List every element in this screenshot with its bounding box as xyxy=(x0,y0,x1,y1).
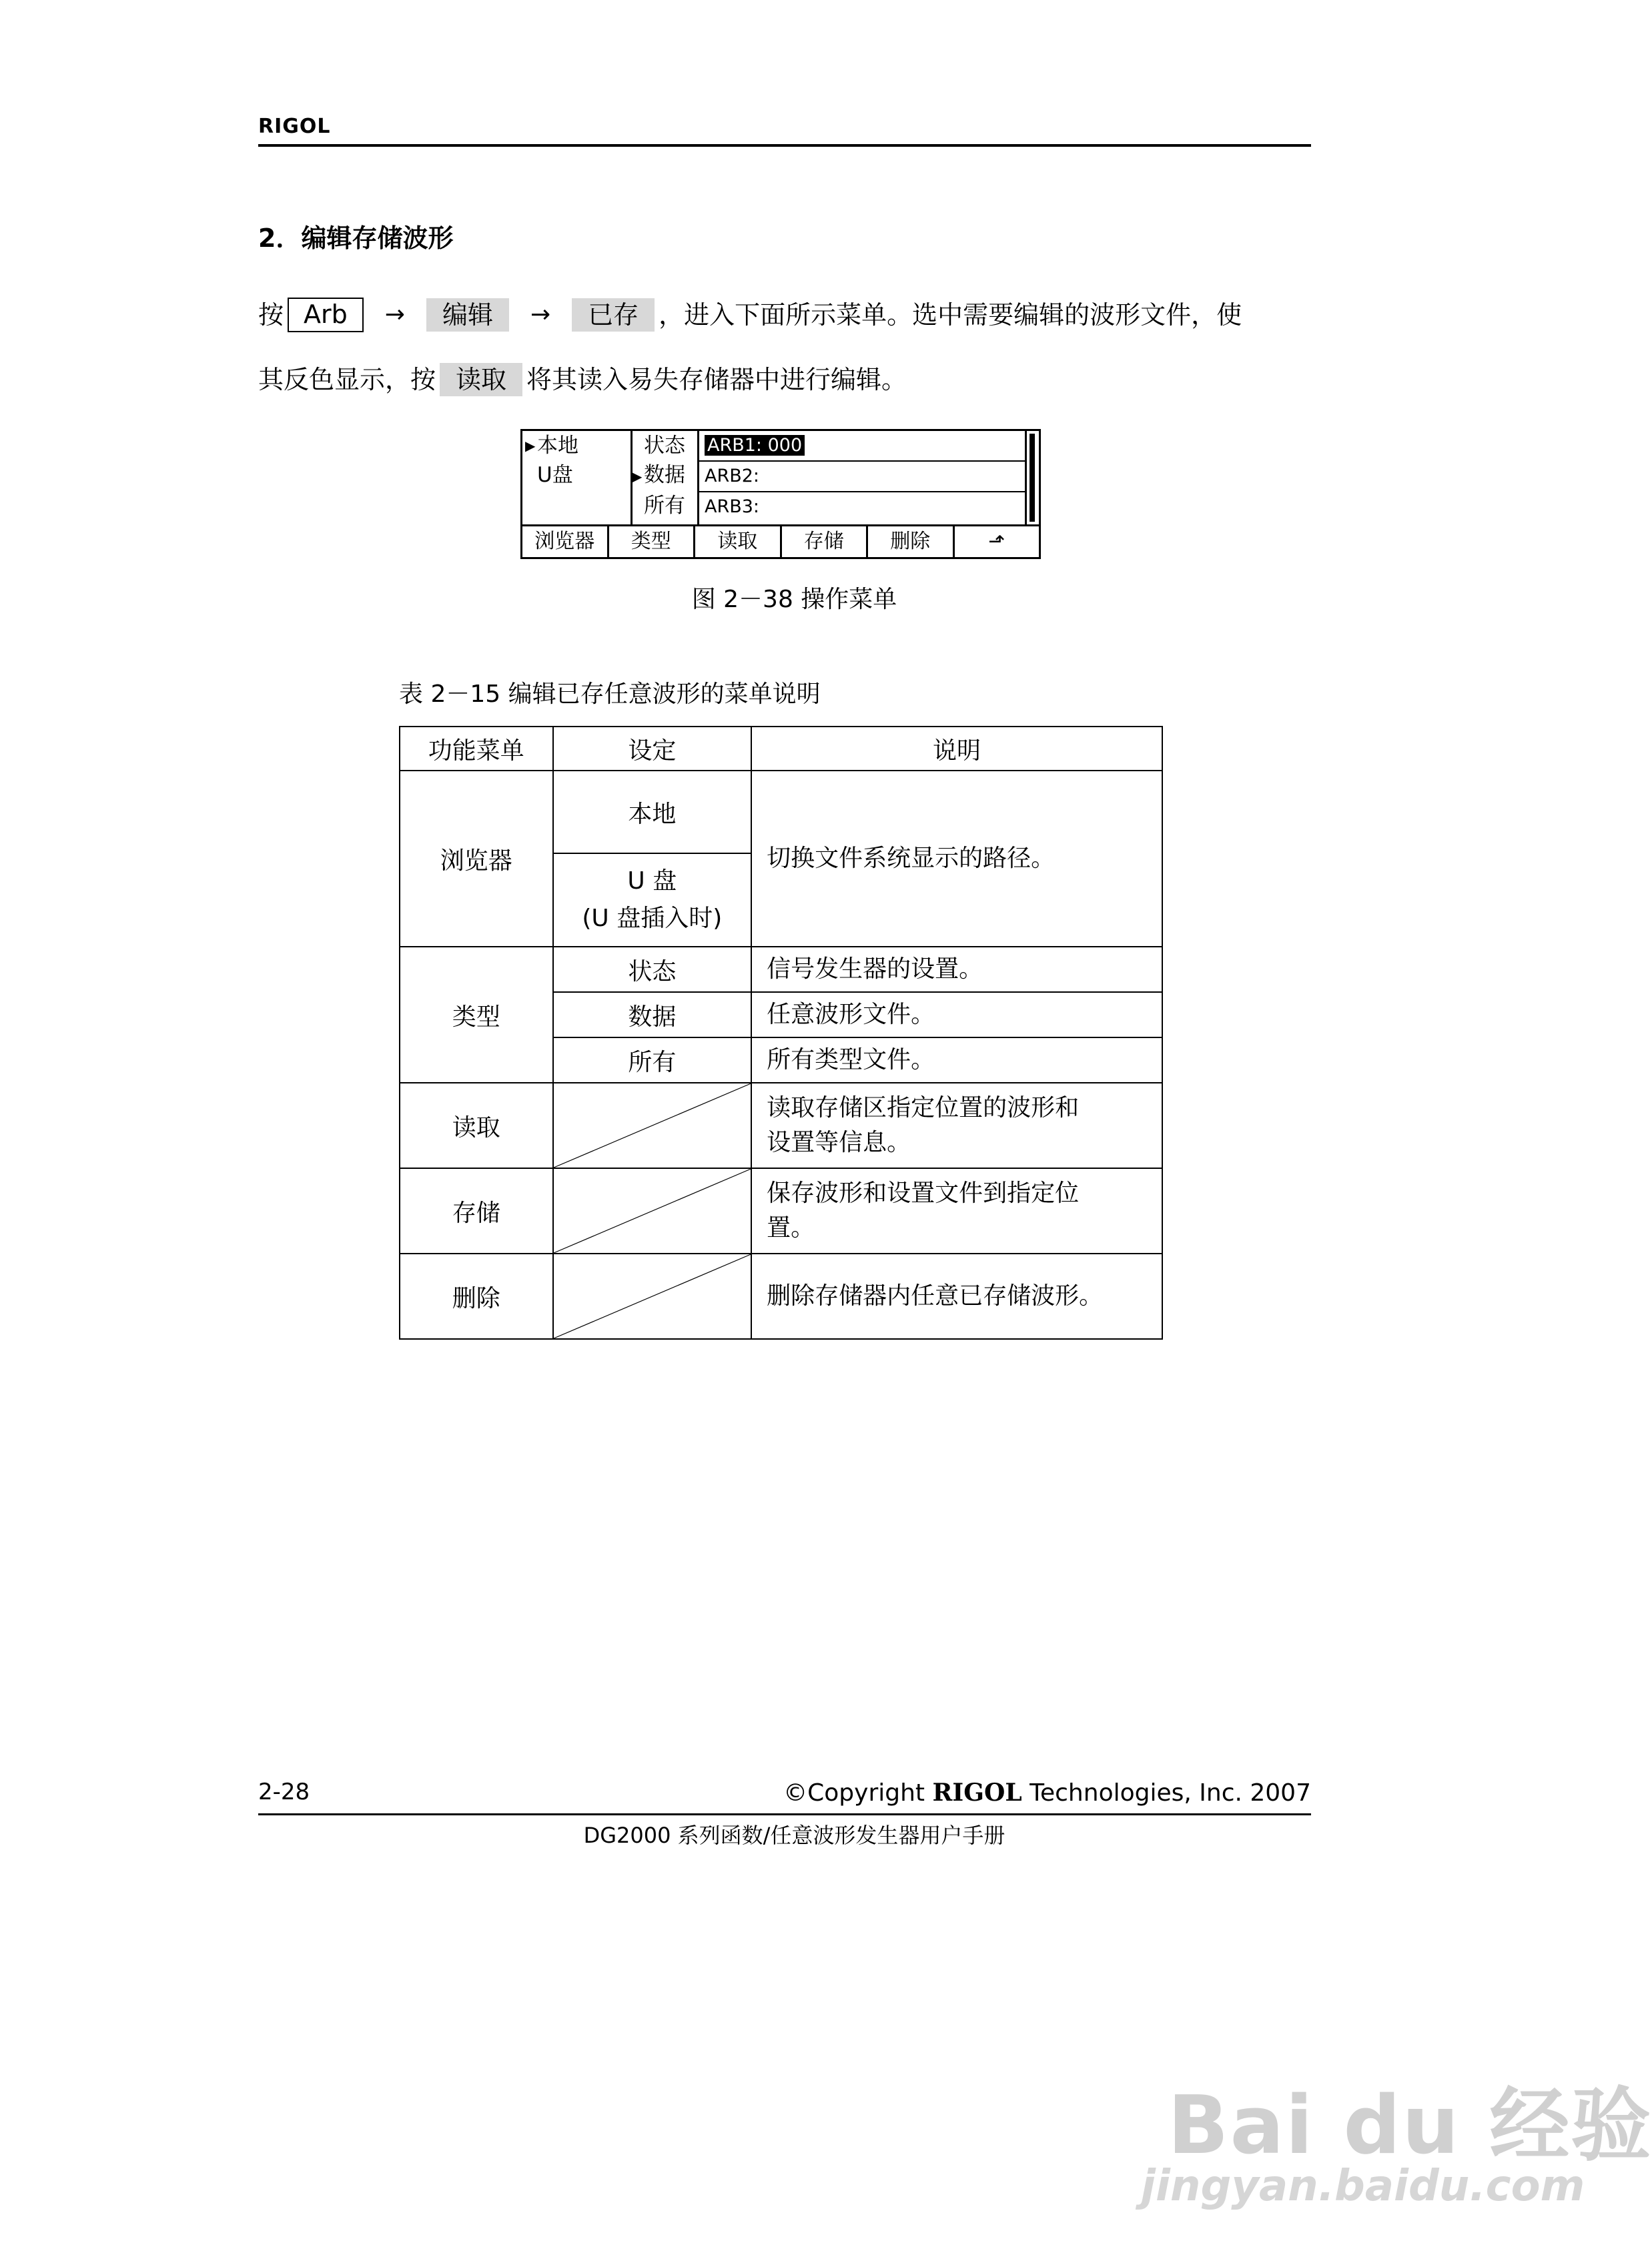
table-row xyxy=(400,1083,1162,1168)
return-arrow-icon[interactable]: ⬏ xyxy=(988,530,1005,553)
copyright-suffix: Technologies, Inc. 2007 xyxy=(1021,1779,1311,1807)
header-brand: RIGOL xyxy=(258,115,331,138)
paragraph-line2-prefix: 其反色显示，按 xyxy=(258,365,436,394)
type-column xyxy=(631,431,699,524)
setting-none xyxy=(553,1083,751,1168)
file-row-selected[interactable] xyxy=(699,431,1026,462)
setting-usb-label: U 盘 xyxy=(627,867,677,895)
location-column xyxy=(522,431,633,524)
diagonal-slash xyxy=(554,1169,751,1253)
watermark-url: jingyan.baidu.com xyxy=(1141,2162,1585,2211)
page-number: 2-28 xyxy=(258,1779,310,1805)
setting-data: 数据 xyxy=(553,992,751,1037)
desc-store-line-1: 保存波形和设置文件到指定位 xyxy=(767,1180,1080,1207)
paragraph-line-2 xyxy=(258,363,907,396)
setting-usb xyxy=(553,853,751,947)
desc-delete: 删除存储器内任意已存储波形。 xyxy=(751,1254,1162,1339)
baidu-watermark xyxy=(1128,2062,1652,2222)
setting-state: 状态 xyxy=(553,947,751,992)
menu-type[interactable]: 类型 xyxy=(609,526,696,559)
copyright-prefix: ©Copyright xyxy=(783,1779,933,1807)
stored-softkey[interactable]: 已存 xyxy=(572,298,655,332)
header-setting: 设定 xyxy=(553,727,751,771)
file-row[interactable] xyxy=(699,492,1026,523)
table-row xyxy=(400,947,1162,992)
file-list xyxy=(699,431,1026,524)
setting-none xyxy=(553,1168,751,1254)
setting-local: 本地 xyxy=(553,771,751,853)
header-function: 功能菜单 xyxy=(400,727,553,771)
edit-softkey[interactable]: 编辑 xyxy=(426,298,509,332)
desc-browser: 切换文件系统显示的路径。 xyxy=(751,771,1162,947)
desc-store-line-2: 置。 xyxy=(767,1214,815,1242)
func-store: 存储 xyxy=(400,1168,553,1254)
location-local[interactable]: 本地 xyxy=(537,434,578,458)
read-softkey[interactable]: 读取 xyxy=(440,363,522,396)
scroll-thumb[interactable] xyxy=(1029,434,1035,522)
footer-rule xyxy=(258,1813,1311,1815)
func-browser: 浏览器 xyxy=(400,771,553,947)
section-heading: 2．编辑存储波形 xyxy=(258,223,454,253)
desc-read xyxy=(751,1083,1162,1168)
menu-spec-table xyxy=(399,726,1163,1340)
pointer-icon: ▶ xyxy=(525,438,536,454)
func-read: 读取 xyxy=(400,1083,553,1168)
paragraph-prefix: 按 xyxy=(258,300,284,330)
desc-read-line-1: 读取存储区指定位置的波形和 xyxy=(767,1094,1080,1121)
location-usb[interactable]: U盘 xyxy=(537,463,573,487)
setting-usb-note: (U 盘插入时) xyxy=(582,905,723,932)
scrollbar[interactable] xyxy=(1025,431,1039,524)
figure-caption: 图 2－38 操作菜单 xyxy=(691,586,897,613)
arb-key[interactable]: Arb xyxy=(288,298,364,332)
setting-all: 所有 xyxy=(553,1037,751,1083)
type-state[interactable]: 状态 xyxy=(644,434,685,458)
desc-all: 所有类型文件。 xyxy=(751,1037,1162,1083)
type-data[interactable]: 数据 xyxy=(644,463,685,487)
manual-title: DG2000 系列函数/任意波形发生器用户手册 xyxy=(583,1823,1005,1848)
menu-browser[interactable]: 浏览器 xyxy=(522,526,609,559)
file-name: ARB3: xyxy=(705,496,760,517)
type-all[interactable]: 所有 xyxy=(644,494,685,518)
copyright-brand: RIGOL xyxy=(932,1779,1022,1807)
diagonal-slash xyxy=(554,1083,751,1168)
menu-delete[interactable]: 删除 xyxy=(868,526,955,559)
copyright-notice xyxy=(783,1779,1311,1807)
desc-store xyxy=(751,1168,1162,1254)
watermark-logo: Bai du 经验 xyxy=(1168,2080,1652,2172)
func-delete: 删除 xyxy=(400,1254,553,1339)
paragraph-line2-suffix: 将其读入易失存储器中进行编辑。 xyxy=(526,365,907,394)
header-rule xyxy=(258,144,1311,147)
desc-data: 任意波形文件。 xyxy=(751,992,1162,1037)
table-row xyxy=(400,771,1162,853)
setting-none xyxy=(553,1254,751,1339)
paragraph-line-1 xyxy=(258,298,1242,332)
table-row xyxy=(400,1254,1162,1339)
file-name: ARB2: xyxy=(705,466,760,486)
menu-read[interactable]: 读取 xyxy=(695,526,782,559)
table-row xyxy=(400,1168,1162,1254)
softkey-menubar xyxy=(522,524,1039,559)
table-caption: 表 2－15 编辑已存任意波形的菜单说明 xyxy=(399,681,821,708)
func-type: 类型 xyxy=(400,947,553,1083)
arrow-right-icon: → xyxy=(384,301,405,328)
diagonal-slash xyxy=(554,1254,751,1338)
paragraph-line1-suffix: ，进入下面所示菜单。选中需要编辑的波形文件，使 xyxy=(659,300,1242,330)
pointer-icon: ▶ xyxy=(632,468,643,484)
desc-read-line-2: 设置等信息。 xyxy=(767,1129,911,1156)
instrument-screen xyxy=(520,429,1041,559)
desc-state: 信号发生器的设置。 xyxy=(751,947,1162,992)
table-header-row xyxy=(400,727,1162,771)
file-row[interactable] xyxy=(699,462,1026,492)
arrow-right-icon: → xyxy=(530,301,551,328)
header-description: 说明 xyxy=(751,727,1162,771)
file-name: ARB1: 000 xyxy=(705,435,805,456)
menu-store[interactable]: 存储 xyxy=(782,526,869,559)
